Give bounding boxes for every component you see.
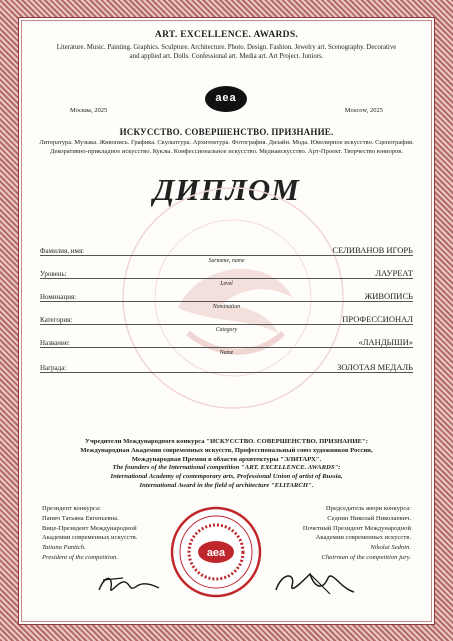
field-label: Фамилия, имя:: [40, 247, 85, 255]
jury-line: Академии современных искусств.: [315, 534, 411, 542]
president-block: [42, 504, 137, 563]
academy-watermark-icon: [118, 183, 348, 413]
president-line: Tatiana Panitch.: [42, 544, 86, 552]
field-hint: Nomination: [212, 304, 241, 310]
aea-logo-icon: [205, 86, 247, 112]
field-value: «ЛАНДЫШИ»: [358, 337, 413, 347]
academy-seal-icon: [170, 506, 262, 598]
president-line: Панич Татьяна Евгеньевна.: [42, 514, 119, 522]
founders-block: [30, 438, 423, 491]
seal-logo-text: aea: [206, 547, 226, 559]
field-divider: [40, 301, 413, 302]
president-signature-icon: [95, 570, 165, 600]
president-line: Академии современных искусств.: [42, 534, 138, 542]
founders-en-line: International Academy of contemporary arts, Professional Union of artist of Russia,: [110, 473, 343, 481]
logo-text: aea: [215, 92, 237, 104]
field-label: Номинация:: [40, 293, 77, 301]
founders-en-line: International Award in the field of architecture "ELITARCH".: [139, 481, 314, 489]
president-line: Президент конкурса:: [42, 505, 101, 512]
field-divider: [40, 372, 413, 373]
diploma-title: ДИПЛОМ: [153, 172, 300, 207]
jury-chair-block: [303, 504, 411, 563]
president-line: President of the competition.: [42, 553, 118, 561]
field-label: Категория:: [40, 316, 73, 324]
jury-line: Председатель жюри конкурса:: [325, 505, 411, 512]
founders-ru-line: Учредители Международного конкурса "ИСКУССТВО. СОВЕРШЕНСТВО. ПРИЗНАНИЕ":: [85, 438, 368, 445]
field-label: Награда:: [40, 364, 67, 372]
field-hint: Name: [219, 350, 234, 356]
founders-ru-line: Международная Премия в области архитектуры "ЭЛИТАРХ".: [131, 455, 322, 463]
field-divider: [40, 278, 413, 279]
subtitle-ru: Литература. Музыка. Живопись. Графика. Скульптура. Архитектура. Фотография. Дизайн. Мода. Ювелирное искусство. Сценография. Декоративно-прикладное искусство. Куклы. Конфессиональное искусство. Медиаискусство. Арт-Проект. Творчество юниоров.: [39, 139, 414, 155]
city-ru: Москва, 2025: [70, 107, 108, 114]
founders-en-line: The founders of the International competition "ART. EXCELLENCE. AWARDS":: [112, 464, 341, 472]
header-title: ART. EXCELLENCE. AWARDS.: [154, 30, 299, 40]
field-value: ЗОЛОТАЯ МЕДАЛЬ: [337, 362, 413, 372]
city-en: Moscow, 2025: [344, 107, 383, 114]
field-hint: Category: [215, 327, 238, 333]
field-divider: [40, 255, 413, 256]
jury-line: Chairman of the competition jury.: [321, 553, 411, 561]
president-line: Вице-Президент Международной: [42, 524, 137, 532]
jury-line: Почетный Президент Международной: [302, 524, 411, 532]
field-value: ЛАУРЕАТ: [375, 268, 413, 278]
title-ru: ИСКУССТВО. СОВЕРШЕНСТВО. ПРИЗНАНИЕ.: [119, 127, 334, 137]
jury-chair-signature-icon: [270, 566, 360, 600]
field-value: ПРОФЕССИОНАЛ: [342, 314, 413, 324]
jury-line: Nikolai Sednin.: [370, 544, 411, 552]
jury-line: Седнин Николай Николаевич.: [327, 514, 411, 522]
founders-ru-line: Международная Академия современных искусств, Профессиональный союз художников России,: [80, 446, 373, 454]
field-hint: Surname, name: [208, 258, 245, 264]
field-value: СЕЛИВАНОВ ИГОРЬ: [332, 245, 413, 255]
field-divider: [40, 324, 413, 325]
field-divider: [40, 347, 413, 348]
header-subtitle: Literature. Music. Painting. Graphics. Sculpture. Architecture. Photo. Design. Fashion. Jewelry art. Scenography. Decorative and applied art. Dolls. Confessional art. Media art. Art Project. Juniors.: [56, 44, 397, 60]
field-hint: Level: [220, 281, 233, 287]
field-value: ЖИВОПИСЬ: [364, 291, 413, 301]
field-label: Название:: [40, 339, 70, 347]
field-label: Уровень:: [40, 270, 67, 278]
